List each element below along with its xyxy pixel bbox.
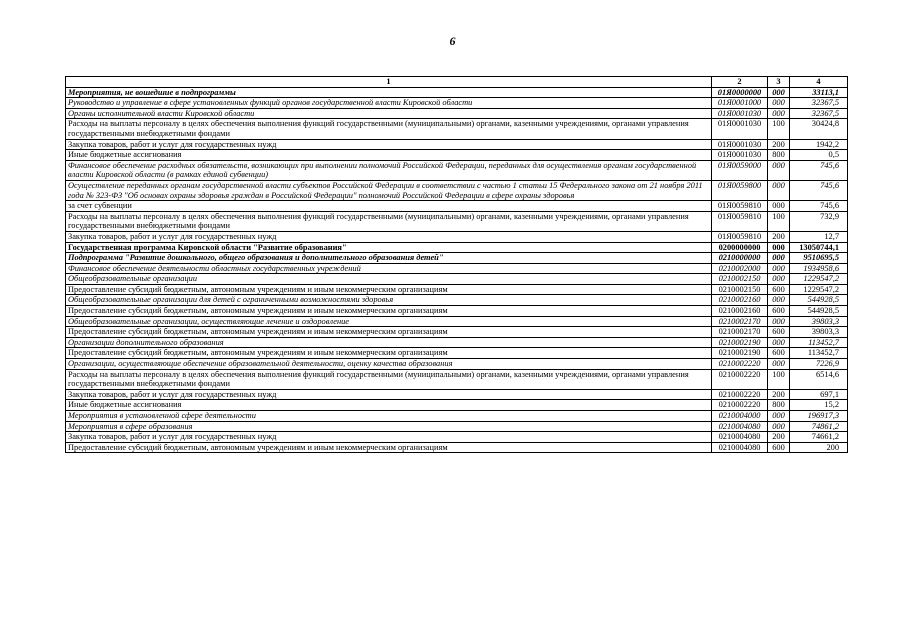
row-code-cell: 0210004080 — [712, 442, 768, 453]
row-type-cell: 200 — [768, 389, 790, 400]
row-amount-cell: 15,2 — [790, 400, 848, 411]
table-row — [66, 411, 848, 422]
header-cell-2: 2 — [712, 77, 768, 88]
table-row — [66, 369, 848, 389]
row-code-cell: 01Я0001030 — [712, 119, 768, 139]
row-type-cell: 600 — [768, 306, 790, 317]
row-type-cell: 000 — [768, 421, 790, 432]
header-cell-1: 1 — [66, 77, 712, 88]
row-code-cell: 01Я0059810 — [712, 231, 768, 242]
table-row — [66, 274, 848, 285]
row-name-cell: Подпрограмма "Развитие дошкольного, общего образования и дополнительного образования детей" — [66, 253, 712, 264]
row-name-cell: Государственная программа Кировской области "Развитие образования" — [66, 242, 712, 253]
row-amount-cell: 12,7 — [790, 231, 848, 242]
row-name-cell: Осуществление переданных органам государственной власти субъектов Российской Федерации в соответствии с частью 1 статьи 15 Федерального закона от 21 ноября 2011 года № 323-ФЗ "Об основах охраны здоровья граждан в Российской Федерации" полномочий Российской Федерации в сфере охраны здоровья — [66, 180, 712, 200]
row-code-cell: 01Я0001030 — [712, 108, 768, 119]
row-amount-cell: 7226,9 — [790, 359, 848, 370]
row-type-cell: 100 — [768, 211, 790, 231]
row-code-cell: 0210002220 — [712, 389, 768, 400]
row-name-cell: Предоставление субсидий бюджетным, автономным учреждениям и иным некоммерческим организациям — [66, 442, 712, 453]
row-type-cell: 000 — [768, 274, 790, 285]
table-row — [66, 389, 848, 400]
table-row — [66, 211, 848, 231]
row-code-cell: 0210004080 — [712, 421, 768, 432]
row-name-cell: Закупка товаров, работ и услуг для государственных нужд — [66, 389, 712, 400]
row-name-cell: Предоставление субсидий бюджетным, автономным учреждениям и иным некоммерческим организациям — [66, 348, 712, 359]
table-header-row — [66, 77, 848, 88]
row-type-cell: 600 — [768, 284, 790, 295]
table-row — [66, 316, 848, 327]
row-code-cell: 01Я0000000 — [712, 87, 768, 98]
row-name-cell: Расходы на выплаты персоналу в целях обеспечения выполнения функций государственными (муниципальными) органами, казенными учреждениями, органами управления государственными внебюджетными фондами — [66, 119, 712, 139]
table-row — [66, 421, 848, 432]
row-code-cell: 0200000000 — [712, 242, 768, 253]
row-type-cell: 600 — [768, 442, 790, 453]
row-amount-cell: 0,5 — [790, 150, 848, 161]
row-type-cell: 800 — [768, 150, 790, 161]
row-amount-cell: 39803,3 — [790, 327, 848, 338]
row-code-cell: 0210000000 — [712, 253, 768, 264]
row-amount-cell: 745,6 — [790, 201, 848, 212]
row-name-cell: Предоставление субсидий бюджетным, автономным учреждениям и иным некоммерческим организациям — [66, 306, 712, 317]
row-code-cell: 01Я0059800 — [712, 180, 768, 200]
row-code-cell: 0210002160 — [712, 306, 768, 317]
row-code-cell: 0210002150 — [712, 284, 768, 295]
row-code-cell: 0210002190 — [712, 348, 768, 359]
row-code-cell: 01Я0059810 — [712, 211, 768, 231]
row-type-cell: 200 — [768, 231, 790, 242]
table-row — [66, 284, 848, 295]
row-amount-cell: 196917,3 — [790, 411, 848, 422]
table-row — [66, 337, 848, 348]
row-name-cell: Закупка товаров, работ и услуг для государственных нужд — [66, 231, 712, 242]
row-code-cell: 0210002220 — [712, 369, 768, 389]
row-code-cell: 0210002220 — [712, 400, 768, 411]
table-row — [66, 180, 848, 200]
row-type-cell: 000 — [768, 337, 790, 348]
row-type-cell: 800 — [768, 400, 790, 411]
table-row — [66, 253, 848, 264]
row-amount-cell: 39803,3 — [790, 316, 848, 327]
table-row — [66, 432, 848, 443]
row-type-cell: 200 — [768, 432, 790, 443]
row-amount-cell: 74661,2 — [790, 432, 848, 443]
header-cell-4: 4 — [790, 77, 848, 88]
row-amount-cell: 1942,2 — [790, 139, 848, 150]
header-cell-3: 3 — [768, 77, 790, 88]
row-code-cell: 0210002190 — [712, 337, 768, 348]
row-amount-cell: 697,1 — [790, 389, 848, 400]
table-row — [66, 263, 848, 274]
row-type-cell: 000 — [768, 160, 790, 180]
table-row — [66, 231, 848, 242]
row-name-cell: Предоставление субсидий бюджетным, автономным учреждениям и иным некоммерческим организациям — [66, 327, 712, 338]
row-amount-cell: 745,6 — [790, 180, 848, 200]
row-name-cell: Мероприятия, не вошедшие в подпрограммы — [66, 87, 712, 98]
row-type-cell: 000 — [768, 295, 790, 306]
row-name-cell: Финансовое обеспечение расходных обязательств, возникающих при выполнении полномочий Российской Федерации, переданных для осуществления органам государственной власти Кировской области (в рамках единой субвенции) — [66, 160, 712, 180]
table-row — [66, 306, 848, 317]
row-type-cell: 000 — [768, 242, 790, 253]
row-amount-cell: 32367,5 — [790, 108, 848, 119]
row-code-cell: 01Я0001030 — [712, 139, 768, 150]
row-amount-cell: 544928,5 — [790, 306, 848, 317]
budget-table — [65, 76, 848, 453]
row-type-cell: 000 — [768, 263, 790, 274]
row-code-cell: 0210002170 — [712, 316, 768, 327]
row-amount-cell: 745,6 — [790, 160, 848, 180]
row-name-cell: Предоставление субсидий бюджетным, автономным учреждениям и иным некоммерческим организациям — [66, 284, 712, 295]
row-code-cell: 0210004000 — [712, 411, 768, 422]
row-code-cell: 0210002150 — [712, 274, 768, 285]
row-amount-cell: 544928,5 — [790, 295, 848, 306]
row-name-cell: Закупка товаров, работ и услуг для государственных нужд — [66, 139, 712, 150]
row-amount-cell: 33113,1 — [790, 87, 848, 98]
row-type-cell: 000 — [768, 253, 790, 264]
table-row — [66, 295, 848, 306]
table-row — [66, 139, 848, 150]
row-type-cell: 000 — [768, 87, 790, 98]
table-row — [66, 87, 848, 98]
page-number: 6 — [449, 34, 456, 48]
row-name-cell: Расходы на выплаты персоналу в целях обеспечения выполнения функций государственными (муниципальными) органами, казенными учреждениями, органами управления государственными внебюджетными фондами — [66, 369, 712, 389]
row-amount-cell: 113452,7 — [790, 337, 848, 348]
row-type-cell: 100 — [768, 119, 790, 139]
table-row — [66, 98, 848, 109]
table-row — [66, 442, 848, 453]
row-name-cell: Органы исполнительной власти Кировской области — [66, 108, 712, 119]
row-name-cell: Общеобразовательные организации для детей с ограниченными возможностями здоровья — [66, 295, 712, 306]
table-row — [66, 150, 848, 161]
row-code-cell: 0210002220 — [712, 359, 768, 370]
row-code-cell: 0210004080 — [712, 432, 768, 443]
row-name-cell: Расходы на выплаты персоналу в целях обеспечения выполнения функций государственными (муниципальными) органами, казенными учреждениями, органами управления государственными внебюджетными фондами — [66, 211, 712, 231]
row-code-cell: 01Я0001000 — [712, 98, 768, 109]
row-code-cell: 01Я0059000 — [712, 160, 768, 180]
row-amount-cell: 9510695,5 — [790, 253, 848, 264]
row-name-cell: Организации, осуществляющие обеспечение образовательной деятельности, оценку качества образования — [66, 359, 712, 370]
row-name-cell: Финансовое обеспечение деятельности областных государственных учреждений — [66, 263, 712, 274]
table-row — [66, 400, 848, 411]
row-type-cell: 000 — [768, 98, 790, 109]
row-code-cell: 0210002000 — [712, 263, 768, 274]
table-row — [66, 119, 848, 139]
row-type-cell: 000 — [768, 411, 790, 422]
row-amount-cell: 13050744,1 — [790, 242, 848, 253]
table-row — [66, 327, 848, 338]
row-type-cell: 600 — [768, 348, 790, 359]
row-amount-cell: 113452,7 — [790, 348, 848, 359]
row-amount-cell: 32367,5 — [790, 98, 848, 109]
row-amount-cell: 74861,2 — [790, 421, 848, 432]
table-row — [66, 348, 848, 359]
row-name-cell: Мероприятия в установленной сфере деятельности — [66, 411, 712, 422]
row-code-cell: 01Я0059810 — [712, 201, 768, 212]
row-amount-cell: 1229547,2 — [790, 274, 848, 285]
table-row — [66, 359, 848, 370]
row-name-cell: Организации дополнительного образования — [66, 337, 712, 348]
row-type-cell: 000 — [768, 180, 790, 200]
row-type-cell: 000 — [768, 201, 790, 212]
row-code-cell: 01Я0001030 — [712, 150, 768, 161]
row-type-cell: 000 — [768, 359, 790, 370]
row-name-cell: Закупка товаров, работ и услуг для государственных нужд — [66, 432, 712, 443]
row-amount-cell: 732,9 — [790, 211, 848, 231]
table-row — [66, 108, 848, 119]
row-name-cell: Иные бюджетные ассигнования — [66, 150, 712, 161]
row-code-cell: 0210002160 — [712, 295, 768, 306]
row-amount-cell: 1934958,6 — [790, 263, 848, 274]
row-amount-cell: 30424,8 — [790, 119, 848, 139]
row-type-cell: 000 — [768, 108, 790, 119]
row-type-cell: 100 — [768, 369, 790, 389]
row-name-cell: Руководство и управление в сфере установленных функций органов государственной власти Кировской области — [66, 98, 712, 109]
budget-table-body — [66, 77, 848, 453]
row-type-cell: 200 — [768, 139, 790, 150]
row-name-cell: за счет субвенции — [66, 201, 712, 212]
table-row — [66, 160, 848, 180]
row-name-cell: Иные бюджетные ассигнования — [66, 400, 712, 411]
table-row — [66, 201, 848, 212]
row-type-cell: 600 — [768, 327, 790, 338]
row-type-cell: 000 — [768, 316, 790, 327]
table-row — [66, 242, 848, 253]
row-name-cell: Общеобразовательные организации — [66, 274, 712, 285]
row-code-cell: 0210002170 — [712, 327, 768, 338]
row-name-cell: Общеобразовательные организации, осуществляющие лечение и оздоровление — [66, 316, 712, 327]
row-amount-cell: 200 — [790, 442, 848, 453]
row-amount-cell: 1229547,2 — [790, 284, 848, 295]
row-amount-cell: 6514,6 — [790, 369, 848, 389]
row-name-cell: Мероприятия в сфере образования — [66, 421, 712, 432]
